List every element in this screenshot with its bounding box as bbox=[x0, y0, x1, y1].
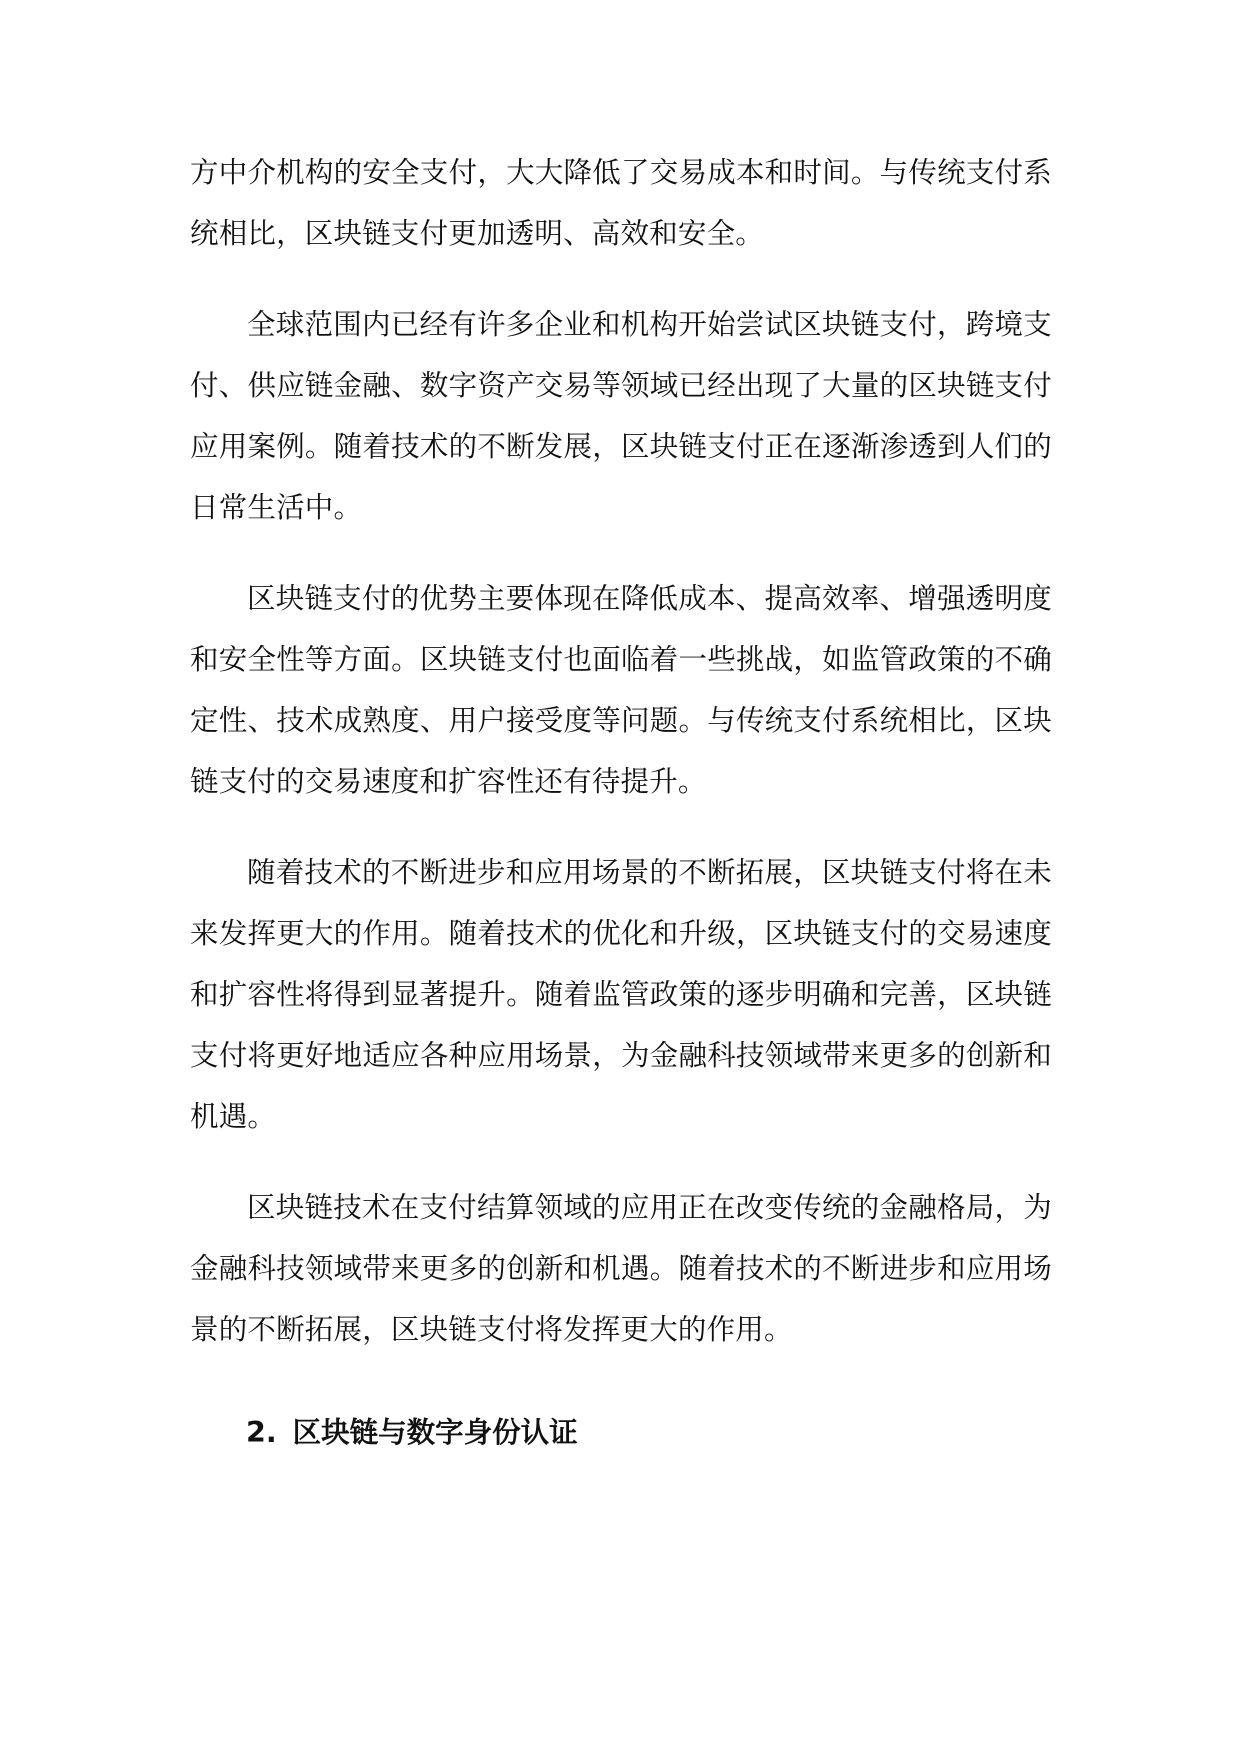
paragraph-3: 区块链支付的优势主要体现在降低成本、提高效率、增强透明度和安全性等方面。区块链支付也面临着一些挑战，如监管政策的不确定性、技术成熟度、用户接受度等问题。与传统支付系统相比，区块链支付的交易速度和扩容性还有待提升。 bbox=[190, 582, 1052, 798]
section-number: 2. bbox=[246, 1416, 277, 1449]
paragraph-4: 随着技术的不断进步和应用场景的不断拓展，区块链支付将在未来发挥更大的作用。随着技术的优化和升级，区块链支付的交易速度和扩容性将得到显著提升。随着监管政策的逐步明确和完善，区块链支付将更好地适应各种应用场景，为金融科技领域带来更多的创新和机遇。 bbox=[190, 856, 1052, 1133]
paragraph-1: 方中介机构的安全支付，大大降低了交易成本和时间。与传统支付系统相比，区块链支付更加透明、高效和安全。 bbox=[190, 156, 1052, 250]
section-title: 区块链与数字身份认证 bbox=[292, 1416, 578, 1449]
section-heading bbox=[190, 1402, 1052, 1463]
paragraph-5: 区块链技术在支付结算领域的应用正在改变传统的金融格局，为金融科技领域带来更多的创新和机遇。随着技术的不断进步和应用场景的不断拓展，区块链支付将发挥更大的作用。 bbox=[190, 1191, 1052, 1346]
document-body bbox=[190, 142, 1052, 1463]
paragraph-2: 全球范围内已经有许多企业和机构开始尝试区块链支付，跨境支付、供应链金融、数字资产交易等领域已经出现了大量的区块链支付应用案例。随着技术的不断发展，区块链支付正在逐渐渗透到人们的日常生活中。 bbox=[190, 308, 1052, 524]
